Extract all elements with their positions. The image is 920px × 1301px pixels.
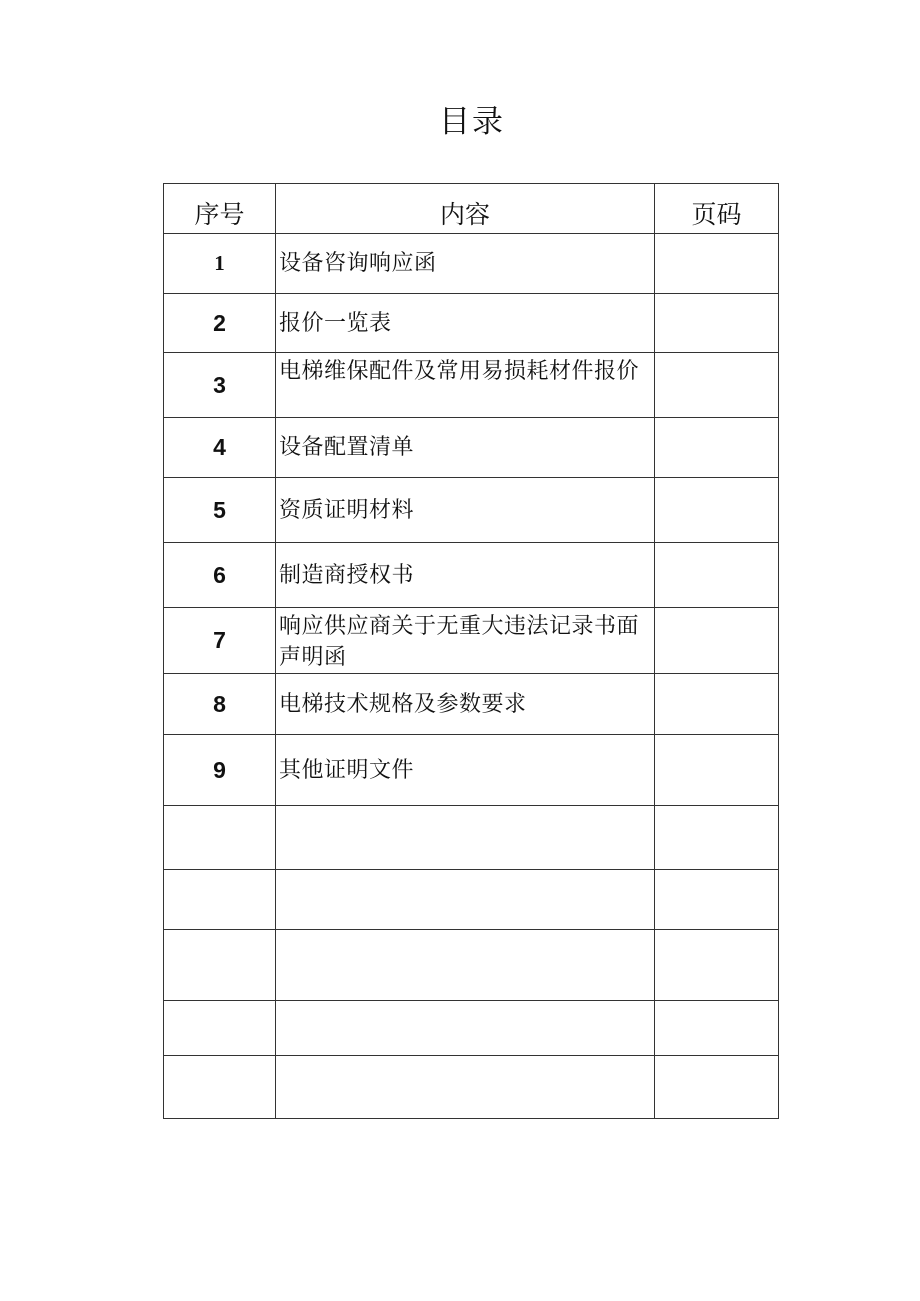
row-page (655, 608, 779, 674)
table-row (164, 478, 779, 543)
table-row (164, 870, 779, 930)
row-content (276, 870, 655, 930)
row-seq: 5 (164, 478, 276, 543)
row-seq (164, 806, 276, 870)
row-seq (164, 870, 276, 930)
row-seq: 2 (164, 294, 276, 353)
table-row (164, 806, 779, 870)
table-row (164, 234, 779, 294)
row-seq (164, 930, 276, 1001)
row-content: 资质证明材料 (276, 478, 655, 543)
row-content: 设备配置清单 (276, 418, 655, 478)
row-content: 其他证明文件 (276, 735, 655, 806)
table-row (164, 543, 779, 608)
row-content: 制造商授权书 (276, 543, 655, 608)
header-content: 内容 (276, 184, 655, 234)
row-page (655, 870, 779, 930)
page-title: 目录 (439, 104, 505, 140)
table-row (164, 735, 779, 806)
row-page (655, 234, 779, 294)
row-page (655, 674, 779, 735)
table-row (164, 930, 779, 1001)
row-page (655, 543, 779, 608)
row-content (276, 1001, 655, 1056)
header-seq: 序号 (164, 184, 276, 234)
row-content: 电梯技术规格及参数要求 (276, 674, 655, 735)
table-row (164, 1056, 779, 1119)
header-page: 页码 (655, 184, 779, 234)
row-content: 电梯维保配件及常用易损耗材件报价 (276, 353, 655, 418)
table-row (164, 1001, 779, 1056)
row-content (276, 806, 655, 870)
row-seq: 6 (164, 543, 276, 608)
table-row (164, 418, 779, 478)
row-page (655, 735, 779, 806)
row-content (276, 1056, 655, 1119)
row-seq: 7 (164, 608, 276, 674)
table-row (164, 608, 779, 674)
row-page (655, 418, 779, 478)
row-seq: 1 (164, 234, 276, 294)
table-row (164, 674, 779, 735)
row-seq: 4 (164, 418, 276, 478)
row-content (276, 930, 655, 1001)
table-row (164, 353, 779, 418)
toc-table (163, 183, 779, 1119)
table-header-row (164, 184, 779, 234)
table-row (164, 294, 779, 353)
row-seq: 9 (164, 735, 276, 806)
row-page (655, 294, 779, 353)
row-page (655, 1056, 779, 1119)
row-content: 报价一览表 (276, 294, 655, 353)
row-page (655, 806, 779, 870)
row-page (655, 353, 779, 418)
row-seq (164, 1001, 276, 1056)
row-seq (164, 1056, 276, 1119)
row-page (655, 478, 779, 543)
row-content: 设备咨询响应函 (276, 234, 655, 294)
row-seq: 8 (164, 674, 276, 735)
row-seq: 3 (164, 353, 276, 418)
row-page (655, 930, 779, 1001)
row-content: 响应供应商关于无重大违法记录书面声明函 (276, 608, 655, 674)
row-page (655, 1001, 779, 1056)
